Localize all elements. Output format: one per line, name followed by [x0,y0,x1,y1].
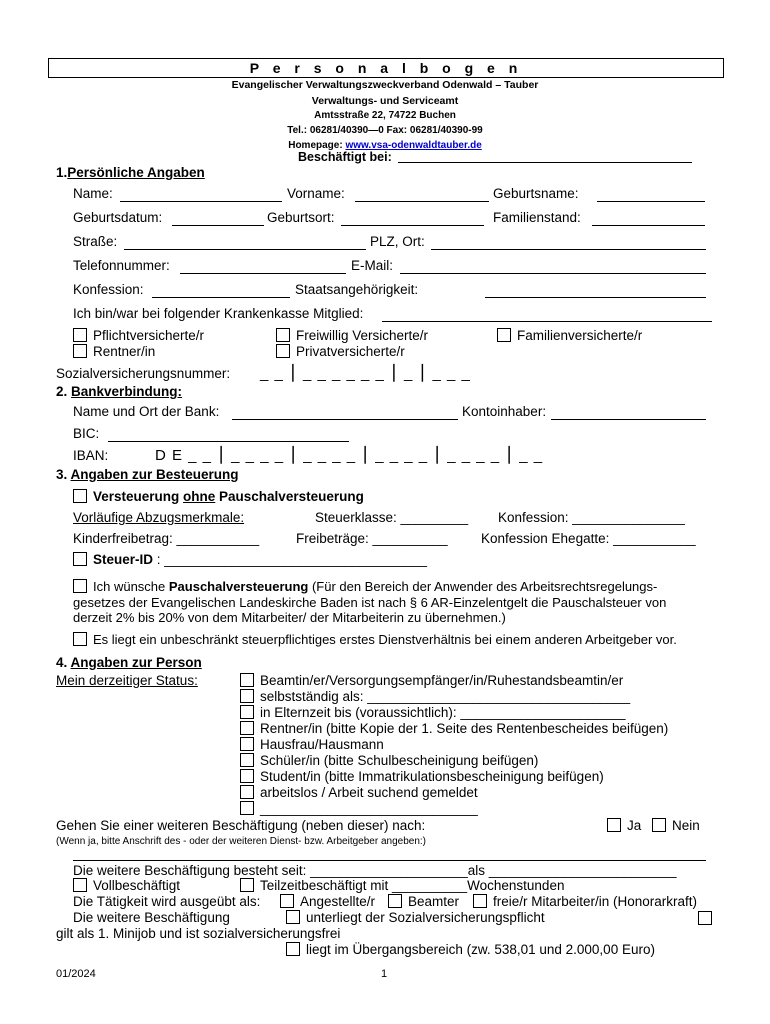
privat-label: Privatversicherte/r [296,344,405,359]
name-field[interactable] [120,201,282,202]
familien-label: Familienversicherte/r [517,328,643,343]
voll-option[interactable]: Vollbeschäftigt [73,878,180,893]
seit-field[interactable]: Die weitere Beschäftigung besteht seit: _____________________als _________________________ [73,863,677,878]
homepage-link[interactable]: www.vsa-odenwaldtauber.de [345,140,482,151]
angestellte-option[interactable]: Angestellte/r [280,894,375,909]
uebergang-option[interactable]: liegt im Übergangsbereich (zw. 538,01 und 2.000,00 Euro) [286,942,655,957]
konfession-tax-field[interactable]: Konfession: _______________ [498,510,685,525]
status-option[interactable] [240,753,668,769]
freiwillig-label: Freiwillig Versicherte/r [296,328,429,343]
strasse-field[interactable] [124,249,366,250]
vorl-label: Vorläufige Abzugsmerkmale: [73,510,245,525]
inhaber-field[interactable] [551,419,706,420]
status-option[interactable] [240,689,668,705]
erstes-option[interactable]: Es liegt ein unbeschränkt steuerpflichtiges erstes Dienstverhältnis bei einem anderen Arbeitgeber vor. [73,632,677,647]
status-option[interactable] [240,785,668,801]
privat-checkbox[interactable] [276,344,290,358]
iban-label: IBAN: [73,448,109,463]
konf-ehe-field[interactable]: Konfession Ehegatte: ___________ [481,531,696,546]
beamter-checkbox[interactable] [388,894,402,908]
familien-option[interactable] [497,328,642,343]
privat-option[interactable] [276,344,405,359]
status-option-label: in Elternzeit bis (voraussichtlich): ______________________ [260,705,626,720]
unterliegt-option[interactable]: unterliegt der Sozialversicherungspflicht [286,910,545,925]
name-label: Name: [73,186,113,201]
weitere-hint: (Wenn ja, bitte Anschrift des - oder der weiteren Dienst- bzw. Arbeitgeber angeben:) [56,836,427,847]
pflicht-option[interactable] [73,328,204,343]
address: Amtsstraße 22, 74722 Buchen [314,110,456,121]
staat-field[interactable] [485,297,706,298]
section-2-heading: 2. Bankverbindung: [56,384,183,399]
freiwillig-checkbox[interactable] [276,328,290,342]
rentner-checkbox[interactable] [73,344,87,358]
familienstand-label: Familienstand: [493,210,581,225]
status-option-label: Schüler/in (bitte Schulbescheinigung beifügen) [260,753,539,768]
status-option[interactable] [240,769,668,785]
status-checkbox[interactable] [240,705,254,719]
section-1-heading: 1.Persönliche Angaben [56,165,205,180]
geburtsdatum-field[interactable] [172,225,264,226]
strasse-label: Straße: [73,234,118,249]
weitere-besch-label: Die weitere Beschäftigung [73,910,230,925]
voll-checkbox[interactable] [73,878,87,892]
telefon-label: Telefonnummer: [73,258,170,273]
steuerid-option[interactable]: Steuer-ID : ___________________________________ [73,552,427,567]
frei-checkbox[interactable] [473,894,487,908]
status-checkbox[interactable] [240,721,254,735]
ohne-checkbox[interactable] [73,489,87,503]
phone: Tel.: 06281/40390—0 Fax: 06281/40390-99 [287,125,483,136]
konfession-field[interactable] [152,297,290,298]
frei-option[interactable]: freie/r Mitarbeiter/in (Honorarkraft) [473,894,697,909]
status-option-label: arbeitslos / Arbeit suchend gemeldet [260,785,478,800]
familien-checkbox[interactable] [497,328,511,342]
status-checkbox[interactable] [240,737,254,751]
pausch-text-2: gesetzes der Evangelischen Landeskirche Baden ist nach § 6 AR-Einzelentgelt die Pauschalsteuer von [73,595,667,610]
status-checkbox[interactable] [240,673,254,687]
status-checkbox[interactable] [240,769,254,783]
kasse-label: Ich bin/war bei folgender Krankenkasse Mitglied: [73,306,364,321]
inhaber-label: Kontoinhaber: [462,404,547,419]
page-number: 1 [381,968,388,980]
section-4-heading: 4. Angaben zur Person [56,655,202,670]
bank-label: Name und Ort der Bank: [73,404,220,419]
nein-option[interactable]: Nein [652,818,700,833]
plz-label: PLZ, Ort: [370,234,425,249]
steuerid-checkbox[interactable] [73,552,87,566]
svnr-label: Sozialversicherungsnummer: [56,366,231,381]
section-3-heading: 3. Angaben zur Besteuerung [56,467,239,482]
status-list [240,673,668,817]
geburtsname-field[interactable] [597,201,705,202]
ja-checkbox[interactable] [607,818,621,832]
status-checkbox[interactable] [240,753,254,767]
status-checkbox[interactable] [240,689,254,703]
status-option[interactable] [240,673,668,689]
steuerklasse-field[interactable]: Steuerklasse: _________ [315,510,469,525]
pausch-checkbox[interactable] [73,579,87,593]
status-option[interactable] [240,721,668,737]
familienstand-field[interactable] [592,225,705,226]
homepage-label: Homepage: [288,140,346,151]
pausch-option[interactable]: Ich wünsche Pauschalversteuerung (Für den Bereich der Anwender des Arbeitsrechtsregelungs- [73,579,657,594]
org-name: Evangelischer Verwaltungszweckverband Odenwald – Tauber [231,79,539,91]
status-option[interactable] [240,737,668,753]
vorname-label: Vorname: [287,186,345,201]
beamter-option[interactable]: Beamter [388,894,459,909]
email-field[interactable] [400,273,706,274]
status-label: Mein derzeitiger Status: [56,673,198,688]
employed-at-label: Beschäftigt bei: [298,150,392,164]
pausch-text-3: derzeit 2% bis 20% von dem Mitarbeiter/ der Mitarbeiterin zu übernehmen.) [73,610,506,625]
rentner-option[interactable] [73,344,155,359]
iban-field[interactable]: D E _ _ ⎮ _ _ _ _ ⎮ _ _ _ _ ⎮ _ _ _ _ ⎮ _ _ _ _ ⎮ _ _ [155,447,544,464]
form-title: P e r s o n a l b o g e n [48,58,724,78]
minijob-checkbox[interactable] [698,911,712,925]
staat-label: Staatsangehörigkeit: [295,282,419,297]
pflicht-checkbox[interactable] [73,328,87,342]
geburtsort-label: Geburtsort: [267,210,335,225]
nein-checkbox[interactable] [652,818,666,832]
kinder-field[interactable]: Kinderfreibetrag: ___________ [73,531,260,546]
angestellte-checkbox[interactable] [280,894,294,908]
status-option-label: Beamtin/er/Versorgungsempfänger/in/Ruhestandsbeamtin/er [260,673,624,688]
email-label: E-Mail: [351,258,394,273]
weitere-question: Gehen Sie einer weiteren Beschäftigung (neben dieser) nach: [56,818,426,833]
taetigkeit-label: Die Tätigkeit wird ausgeübt als: [73,894,261,909]
status-option-label: Hausfrau/Hausmann [260,737,384,752]
ohne-option[interactable]: Versteuerung ohne Pauschalversteuerung [73,489,364,504]
rentner-label: Rentner/in [93,344,156,359]
pflicht-label: Pflichtversicherte/r [93,328,205,343]
footer-date: 01/2024 [56,968,96,980]
uebergang-checkbox[interactable] [286,942,300,956]
status-option-label: Student/in (bitte Immatrikulationsbescheinigung beifügen) [260,769,604,784]
bic-field[interactable] [108,441,349,442]
minijob-label: gilt als 1. Minijob und ist sozialversicherungsfrei [56,926,341,941]
status-option-label: selbstständig als: ___________________________________ [260,689,631,704]
teilzeit-option[interactable]: Teilzeitbeschäftigt mit __________Wochenstunden [240,878,564,893]
freibetraege-field[interactable]: Freibeträge: __________ [296,531,448,546]
status-checkbox[interactable] [240,801,254,815]
svnr-field[interactable]: _ _ ⎮ _ _ _ _ _ _ ⎮ _ ⎮ _ _ _ [260,365,471,382]
bank-field[interactable] [232,419,458,420]
status-option-label: Rentner/in (bitte Kopie der 1. Seite des Rentenbescheides beifügen) [260,721,669,736]
geburtsname-label: Geburtsname: [493,186,579,201]
status-option[interactable] [240,705,668,721]
freiwillig-option[interactable] [276,328,428,343]
weitere-address-field[interactable] [73,860,706,861]
status-option[interactable] [240,801,668,817]
bic-label: BIC: [73,426,100,441]
unterliegt-checkbox[interactable] [286,910,300,924]
status-option-label: _____________________________ [260,801,478,816]
konfession-label: Konfession: [73,282,144,297]
erstes-checkbox[interactable] [73,632,87,646]
status-checkbox[interactable] [240,785,254,799]
teilzeit-checkbox[interactable] [240,878,254,892]
kasse-field[interactable] [382,321,712,322]
employed-at-field[interactable] [398,162,692,163]
vorname-field[interactable] [355,201,489,202]
geburtsort-field[interactable] [341,225,484,226]
geburtsdatum-label: Geburtsdatum: [73,210,163,225]
telefon-field[interactable] [180,273,346,274]
plz-field[interactable] [431,249,706,250]
office-name: Verwaltungs- und Serviceamt [311,95,459,107]
ja-option[interactable]: Ja [607,818,641,833]
